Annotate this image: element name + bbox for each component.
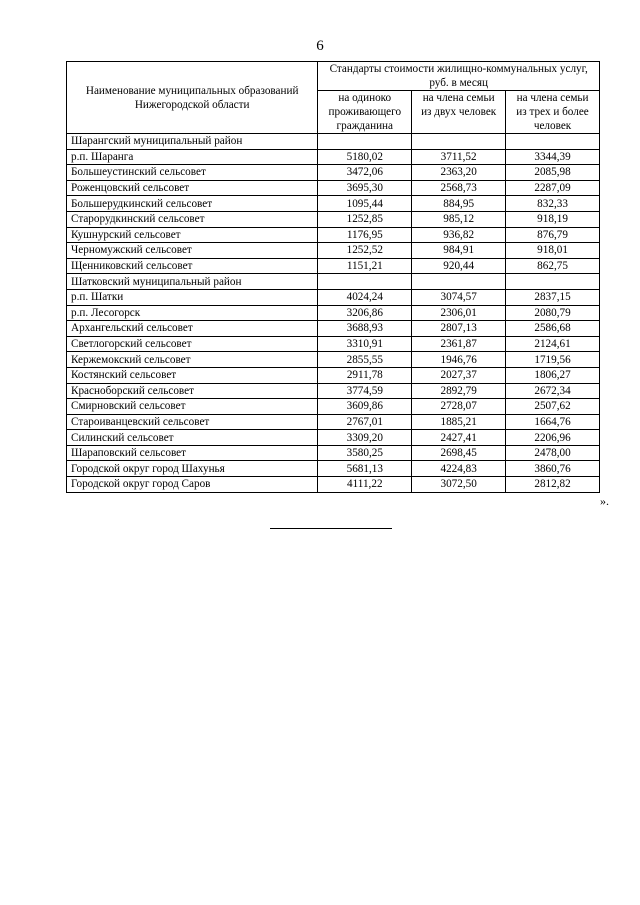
family-of-two-cost-cell: 2361,87: [412, 336, 506, 352]
table-row: [67, 289, 600, 305]
header-family-of-three-plus: на члена семьи из трех и более человек: [506, 91, 600, 134]
single-resident-cost-cell: 3309,20: [318, 430, 412, 446]
table-row: [67, 180, 600, 196]
family-of-two-cost-cell: 2728,07: [412, 399, 506, 415]
single-resident-cost-cell: [318, 134, 412, 150]
single-resident-cost-cell: 3472,06: [318, 165, 412, 181]
housing-cost-standards-table: [66, 61, 600, 493]
municipality-name-cell: Кержемокский сельсовет: [67, 352, 318, 368]
family-of-two-cost-cell: 920,44: [412, 258, 506, 274]
table-row: [67, 149, 600, 165]
municipality-name-cell: Староиванцевский сельсовет: [67, 414, 318, 430]
table-row: [67, 211, 600, 227]
family-of-two-cost-cell: 2427,41: [412, 430, 506, 446]
single-resident-cost-cell: 3688,93: [318, 321, 412, 337]
table-row: [67, 461, 600, 477]
municipality-name-cell: Кушнурский сельсовет: [67, 227, 318, 243]
family-of-three-plus-cost-cell: 918,19: [506, 211, 600, 227]
family-of-two-cost-cell: 3711,52: [412, 149, 506, 165]
municipality-name-cell: Красноборский сельсовет: [67, 383, 318, 399]
table-row: [67, 258, 600, 274]
family-of-three-plus-cost-cell: 3344,39: [506, 149, 600, 165]
single-resident-cost-cell: 5681,13: [318, 461, 412, 477]
municipality-name-cell: Светлогорский сельсовет: [67, 336, 318, 352]
family-of-two-cost-cell: 4224,83: [412, 461, 506, 477]
municipality-name-cell: Шараповский сельсовет: [67, 445, 318, 461]
family-of-three-plus-cost-cell: 2812,82: [506, 477, 600, 493]
municipality-name-cell: Смирновский сельсовет: [67, 399, 318, 415]
municipality-name-cell: Силинский сельсовет: [67, 430, 318, 446]
single-resident-cost-cell: [318, 274, 412, 290]
table-row: [67, 414, 600, 430]
family-of-two-cost-cell: [412, 134, 506, 150]
table-body: [67, 134, 600, 493]
municipality-name-cell: р.п. Лесогорск: [67, 305, 318, 321]
family-of-three-plus-cost-cell: 2586,68: [506, 321, 600, 337]
table-row: [67, 336, 600, 352]
table-row: [67, 399, 600, 415]
table-row: [67, 165, 600, 181]
table-row: [67, 430, 600, 446]
family-of-two-cost-cell: 936,82: [412, 227, 506, 243]
family-of-three-plus-cost-cell: 2287,09: [506, 180, 600, 196]
single-resident-cost-cell: 5180,02: [318, 149, 412, 165]
table-row: [67, 321, 600, 337]
family-of-three-plus-cost-cell: [506, 274, 600, 290]
municipality-name-cell: р.п. Шаранга: [67, 149, 318, 165]
section-row: [67, 134, 600, 150]
family-of-three-plus-cost-cell: 876,79: [506, 227, 600, 243]
family-of-three-plus-cost-cell: 862,75: [506, 258, 600, 274]
single-resident-cost-cell: 2911,78: [318, 367, 412, 383]
family-of-three-plus-cost-cell: 2837,15: [506, 289, 600, 305]
family-of-two-cost-cell: 2698,45: [412, 445, 506, 461]
table-row: [67, 227, 600, 243]
municipality-name-cell: Щенниковский сельсовет: [67, 258, 318, 274]
municipality-name-cell: Старорудкинский сельсовет: [67, 211, 318, 227]
family-of-three-plus-cost-cell: 2124,61: [506, 336, 600, 352]
single-resident-cost-cell: 1095,44: [318, 196, 412, 212]
family-of-two-cost-cell: 1885,21: [412, 414, 506, 430]
single-resident-cost-cell: 4024,24: [318, 289, 412, 305]
single-resident-cost-cell: 3609,86: [318, 399, 412, 415]
section-name-cell: Шатковский муниципальный район: [67, 274, 318, 290]
family-of-two-cost-cell: 2027,37: [412, 367, 506, 383]
family-of-two-cost-cell: 2363,20: [412, 165, 506, 181]
family-of-two-cost-cell: 3072,50: [412, 477, 506, 493]
single-resident-cost-cell: 3580,25: [318, 445, 412, 461]
single-resident-cost-cell: 1151,21: [318, 258, 412, 274]
family-of-two-cost-cell: 985,12: [412, 211, 506, 227]
header-single-resident: на одиноко проживающего гражданина: [318, 91, 412, 134]
family-of-three-plus-cost-cell: 1664,76: [506, 414, 600, 430]
header-municipality-name: Наименование муниципальных образований Нижегородской области: [67, 62, 318, 134]
family-of-two-cost-cell: [412, 274, 506, 290]
municipality-name-cell: Черномужский сельсовет: [67, 243, 318, 259]
municipality-name-cell: Городской округ город Шахунья: [67, 461, 318, 477]
section-name-cell: Шарангский муниципальный район: [67, 134, 318, 150]
table-row: [67, 477, 600, 493]
family-of-three-plus-cost-cell: 1806,27: [506, 367, 600, 383]
family-of-two-cost-cell: 2568,73: [412, 180, 506, 196]
page-number: 6: [316, 38, 324, 54]
closing-quote: ».: [600, 494, 609, 508]
family-of-three-plus-cost-cell: 1719,56: [506, 352, 600, 368]
municipality-name-cell: Роженцовский сельсовет: [67, 180, 318, 196]
municipality-name-cell: Архангельский сельсовет: [67, 321, 318, 337]
family-of-three-plus-cost-cell: 918,01: [506, 243, 600, 259]
family-of-three-plus-cost-cell: 2085,98: [506, 165, 600, 181]
single-resident-cost-cell: 3774,59: [318, 383, 412, 399]
family-of-three-plus-cost-cell: 832,33: [506, 196, 600, 212]
family-of-three-plus-cost-cell: 2478,00: [506, 445, 600, 461]
single-resident-cost-cell: 3206,86: [318, 305, 412, 321]
table-header-row: [67, 62, 600, 91]
municipality-name-cell: р.п. Шатки: [67, 289, 318, 305]
table-row: [67, 243, 600, 259]
single-resident-cost-cell: 2767,01: [318, 414, 412, 430]
section-row: [67, 274, 600, 290]
family-of-three-plus-cost-cell: 2672,34: [506, 383, 600, 399]
single-resident-cost-cell: 1252,52: [318, 243, 412, 259]
family-of-two-cost-cell: 884,95: [412, 196, 506, 212]
family-of-three-plus-cost-cell: 2206,96: [506, 430, 600, 446]
family-of-three-plus-cost-cell: 2080,79: [506, 305, 600, 321]
family-of-two-cost-cell: 984,91: [412, 243, 506, 259]
municipality-name-cell: Большерудкинский сельсовет: [67, 196, 318, 212]
municipality-name-cell: Городской округ город Саров: [67, 477, 318, 493]
table-row: [67, 196, 600, 212]
family-of-two-cost-cell: 2892,79: [412, 383, 506, 399]
family-of-three-plus-cost-cell: 3860,76: [506, 461, 600, 477]
table-row: [67, 305, 600, 321]
single-resident-cost-cell: 3695,30: [318, 180, 412, 196]
single-resident-cost-cell: 4111,22: [318, 477, 412, 493]
single-resident-cost-cell: 3310,91: [318, 336, 412, 352]
family-of-two-cost-cell: 2306,01: [412, 305, 506, 321]
table-row: [67, 367, 600, 383]
table-row: [67, 352, 600, 368]
single-resident-cost-cell: 1252,85: [318, 211, 412, 227]
family-of-two-cost-cell: 3074,57: [412, 289, 506, 305]
single-resident-cost-cell: 1176,95: [318, 227, 412, 243]
family-of-three-plus-cost-cell: 2507,62: [506, 399, 600, 415]
municipality-name-cell: Большеустинский сельсовет: [67, 165, 318, 181]
family-of-two-cost-cell: 2807,13: [412, 321, 506, 337]
separator-line: [270, 528, 392, 529]
header-cost-standards-group: Стандарты стоимости жилищно-коммунальных услуг, руб. в месяц: [318, 62, 600, 91]
table-row: [67, 383, 600, 399]
single-resident-cost-cell: 2855,55: [318, 352, 412, 368]
table-row: [67, 445, 600, 461]
family-of-two-cost-cell: 1946,76: [412, 352, 506, 368]
family-of-three-plus-cost-cell: [506, 134, 600, 150]
header-family-of-two: на члена семьи из двух человек: [412, 91, 506, 134]
municipality-name-cell: Костянский сельсовет: [67, 367, 318, 383]
